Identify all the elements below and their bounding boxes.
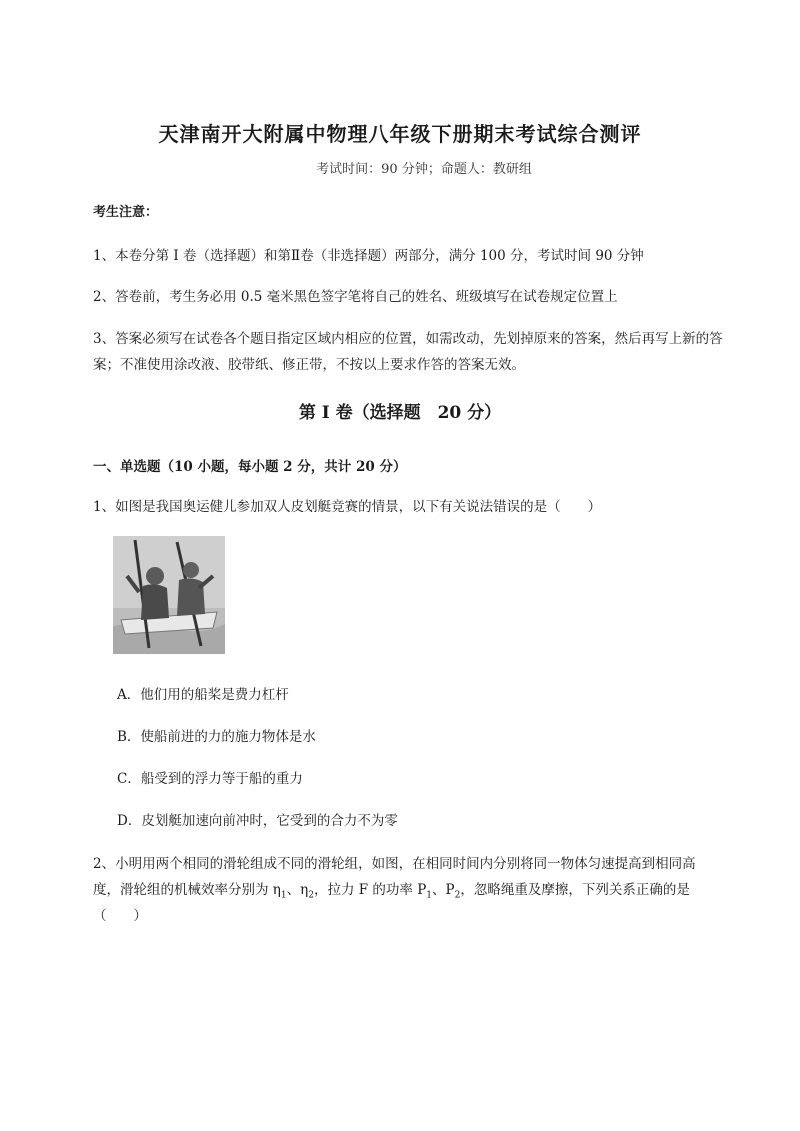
- q2-text-a: 度，滑轮组的机械效率分别为 η: [93, 882, 281, 898]
- option-b[interactable]: B．使船前进的力的施力物体是水: [117, 729, 316, 745]
- option-c[interactable]: C．船受到的浮力等于船的重力: [117, 771, 303, 787]
- option-a[interactable]: A．他们用的船桨是费力杠杆: [117, 687, 289, 703]
- section-title: 第 I 卷（选择题 20 分）: [298, 403, 502, 423]
- notice-item-3: 3、答案必须写在试卷各个题目指定区域内相应的位置，如需改动，先划掉原来的答案，然后再写上新的答案；不准使用涂改液、胶带纸、修正带，不按以上要求作答的答案无效。: [93, 331, 723, 373]
- notice-heading: 考生注意：: [93, 205, 159, 220]
- question-1-stem: 1、如图是我国奥运健儿参加双人皮划艇竞赛的情景，以下有关说法错误的是（ ）: [93, 499, 602, 515]
- q2-sub-4: 2: [454, 890, 461, 901]
- q2-sub-1: 1: [280, 890, 287, 901]
- question-2-line-1: 2、小明用两个相同的滑轮组成不同的滑轮组，如图，在相同时间内分别将同一物体匀速提高到相同高: [93, 856, 696, 872]
- notice-item-2: 2、答卷前，考生务必用 0.5 毫米黑色签字笔将自己的姓名、班级填写在试卷规定位置上: [93, 289, 618, 305]
- q2-text-d: 、P: [432, 882, 455, 898]
- q2-sub-3: 1: [426, 890, 433, 901]
- q2-sub-2: 2: [308, 890, 314, 901]
- q2-text-b: 、η: [286, 882, 309, 898]
- exam-subtitle: 考试时间：90 分钟；命题人：教研组: [316, 162, 532, 177]
- question-type-heading: 一、单选题（10 小题，每小题 2 分，共计 20 分）: [93, 459, 407, 475]
- q2-text-e: ，忽略绳重及摩擦，下列关系正确的是: [460, 882, 690, 898]
- kayak-photo: [113, 536, 225, 654]
- question-2-line-3: （ ）: [93, 908, 147, 924]
- option-d[interactable]: D．皮划艇加速向前冲时，它受到的合力不为零: [117, 813, 398, 829]
- notice-item-1: 1、本卷分第 I 卷（选择题）和第Ⅱ卷（非选择题）两部分，满分 100 分，考试时间 90 分钟: [93, 248, 644, 264]
- exam-title: 天津南开大附属中物理八年级下册期末考试综合测评: [158, 122, 642, 146]
- q2-text-c: ，拉力 F 的功率 P: [313, 882, 427, 898]
